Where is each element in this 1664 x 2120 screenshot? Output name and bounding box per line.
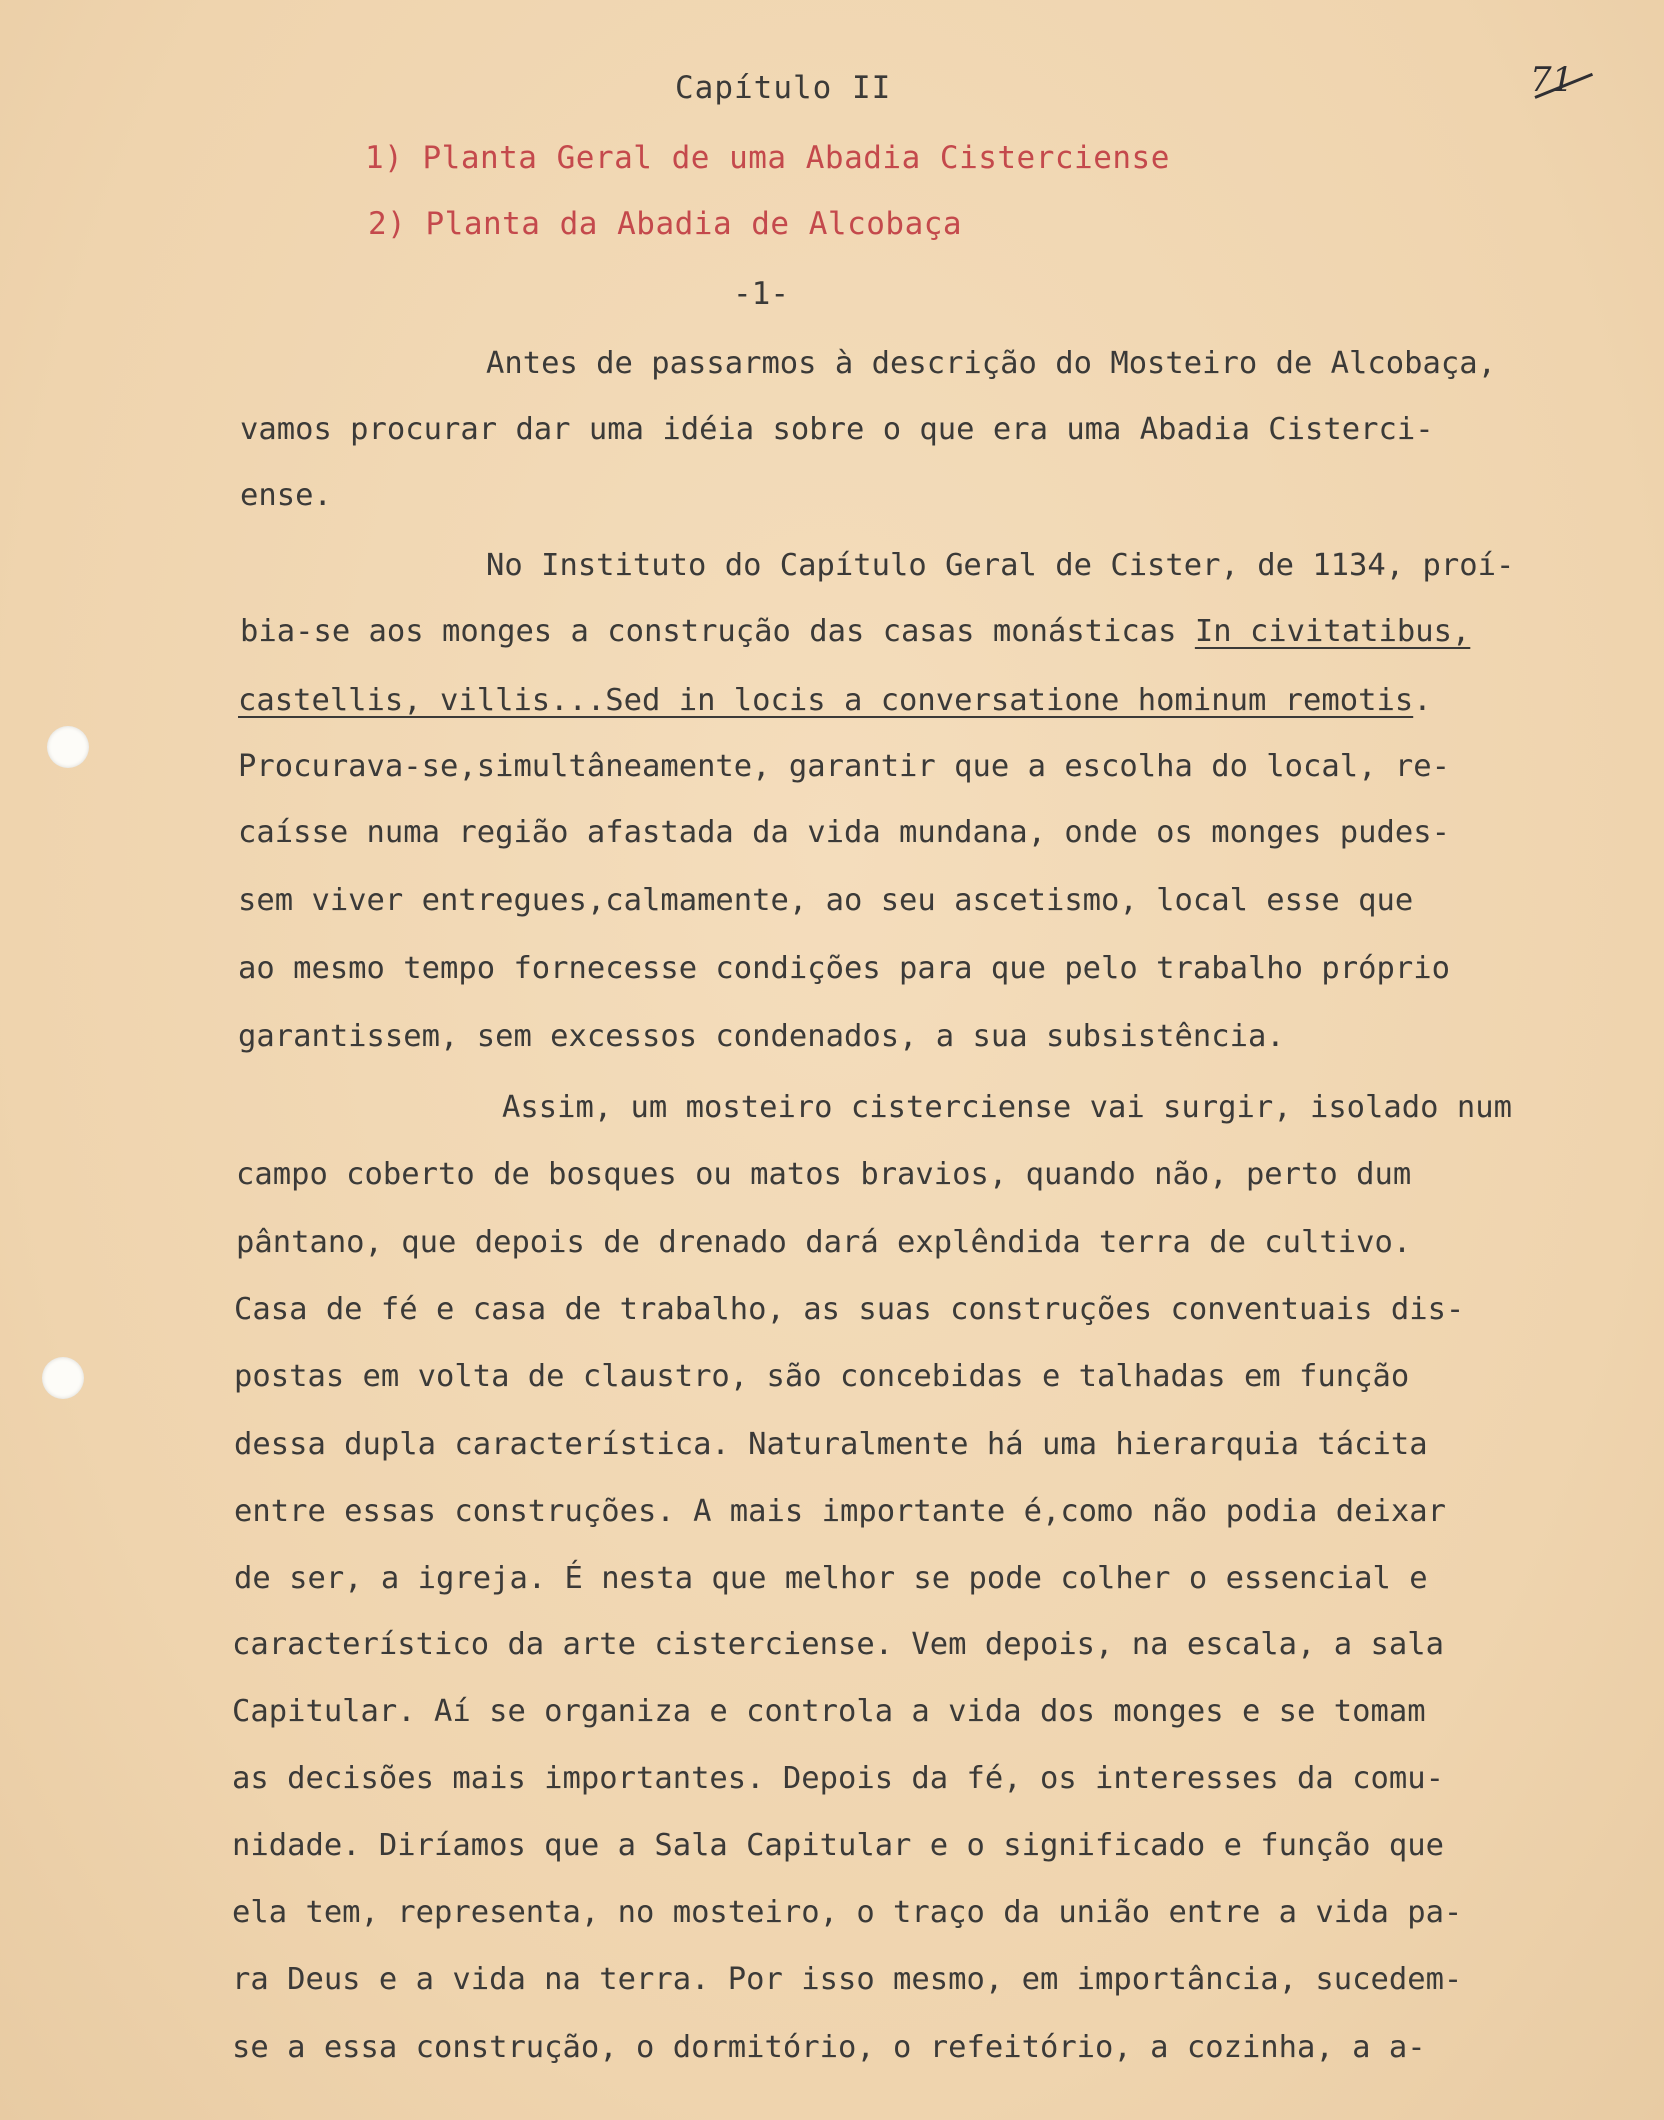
body-line: Casa de fé e casa de trabalho, as suas construções conventuais dis- <box>234 1292 1465 1327</box>
body-line: Antes de passarmos à descrição do Mosteiro de Alcobaça, <box>486 346 1496 381</box>
body-line: Procurava-se,simultâneamente, garantir que a escolha do local, re- <box>238 749 1450 784</box>
punch-hole <box>47 726 89 768</box>
body-line: pântano, que depois de drenado dará explêndida terra de cultivo. <box>236 1225 1412 1260</box>
body-line: ela tem, representa, no mosteiro, o traço da união entre a vida pa- <box>232 1895 1463 1930</box>
body-line: ra Deus e a vida na terra. Por isso mesmo, em importância, sucedem- <box>232 1962 1463 1997</box>
latin-quote-underlined: In civitatibus, <box>1194 614 1471 649</box>
body-line: postas em volta de claustro, são concebidas e talhadas em função <box>234 1359 1410 1394</box>
body-line <box>238 683 1432 718</box>
body-line: Assim, um mosteiro cisterciense vai surgir, isolado num <box>502 1090 1512 1125</box>
body-line: característico da arte cisterciense. Vem depois, na escala, a sala <box>232 1627 1444 1662</box>
body-line: dessa dupla característica. Naturalmente há uma hierarquia tácita <box>234 1427 1428 1462</box>
body-line: as decisões mais importantes. Depois da fé, os interesses da comu- <box>232 1761 1444 1796</box>
body-line: vamos procurar dar uma idéia sobre o que era uma Abadia Cisterci- <box>240 412 1434 447</box>
body-line: sem viver entregues,calmamente, ao seu ascetismo, local esse que <box>238 883 1414 918</box>
body-line: se a essa construção, o dormitório, o refeitório, a cozinha, a a- <box>232 2030 1426 2065</box>
body-line: nidade. Diríamos que a Sala Capitular e o significado e função que <box>232 1828 1444 1863</box>
chapter-title: Capítulo II <box>675 70 892 106</box>
body-line-text: bia-se aos monges a construção das casas monásticas <box>240 614 1195 649</box>
body-line-text: . <box>1413 683 1432 718</box>
body-line: ao mesmo tempo fornecesse condições para que pelo trabalho próprio <box>238 951 1450 986</box>
body-line: No Instituto do Capítulo Geral de Cister, de 1134, proí- <box>486 548 1515 583</box>
subtitle-2: 2) Planta da Abadia de Alcobaça <box>368 206 963 242</box>
body-line <box>240 614 1471 649</box>
body-line: campo coberto de bosques ou matos bravios, quando não, perto dum <box>236 1157 1412 1192</box>
punch-hole <box>42 1357 84 1399</box>
body-line: de ser, a igreja. É nesta que melhor se pode colher o essencial e <box>234 1561 1428 1596</box>
section-number: -1- <box>733 276 789 312</box>
body-line: garantissem, sem excessos condenados, a sua subsistência. <box>238 1019 1285 1054</box>
body-line: caísse numa região afastada da vida mundana, onde os monges pudes- <box>238 815 1450 850</box>
latin-quote-underlined: castellis, villis...Sed in locis a conversatione hominum remotis <box>238 683 1414 718</box>
body-line: Capitular. Aí se organiza e controla a vida dos monges e se tomam <box>232 1694 1426 1729</box>
subtitle-1: 1) Planta Geral de uma Abadia Cisterciense <box>365 140 1170 176</box>
body-line: ense. <box>240 478 332 513</box>
folio-number: 71 <box>1530 60 1574 100</box>
body-line: entre essas construções. A mais importante é,como não podia deixar <box>234 1494 1446 1529</box>
